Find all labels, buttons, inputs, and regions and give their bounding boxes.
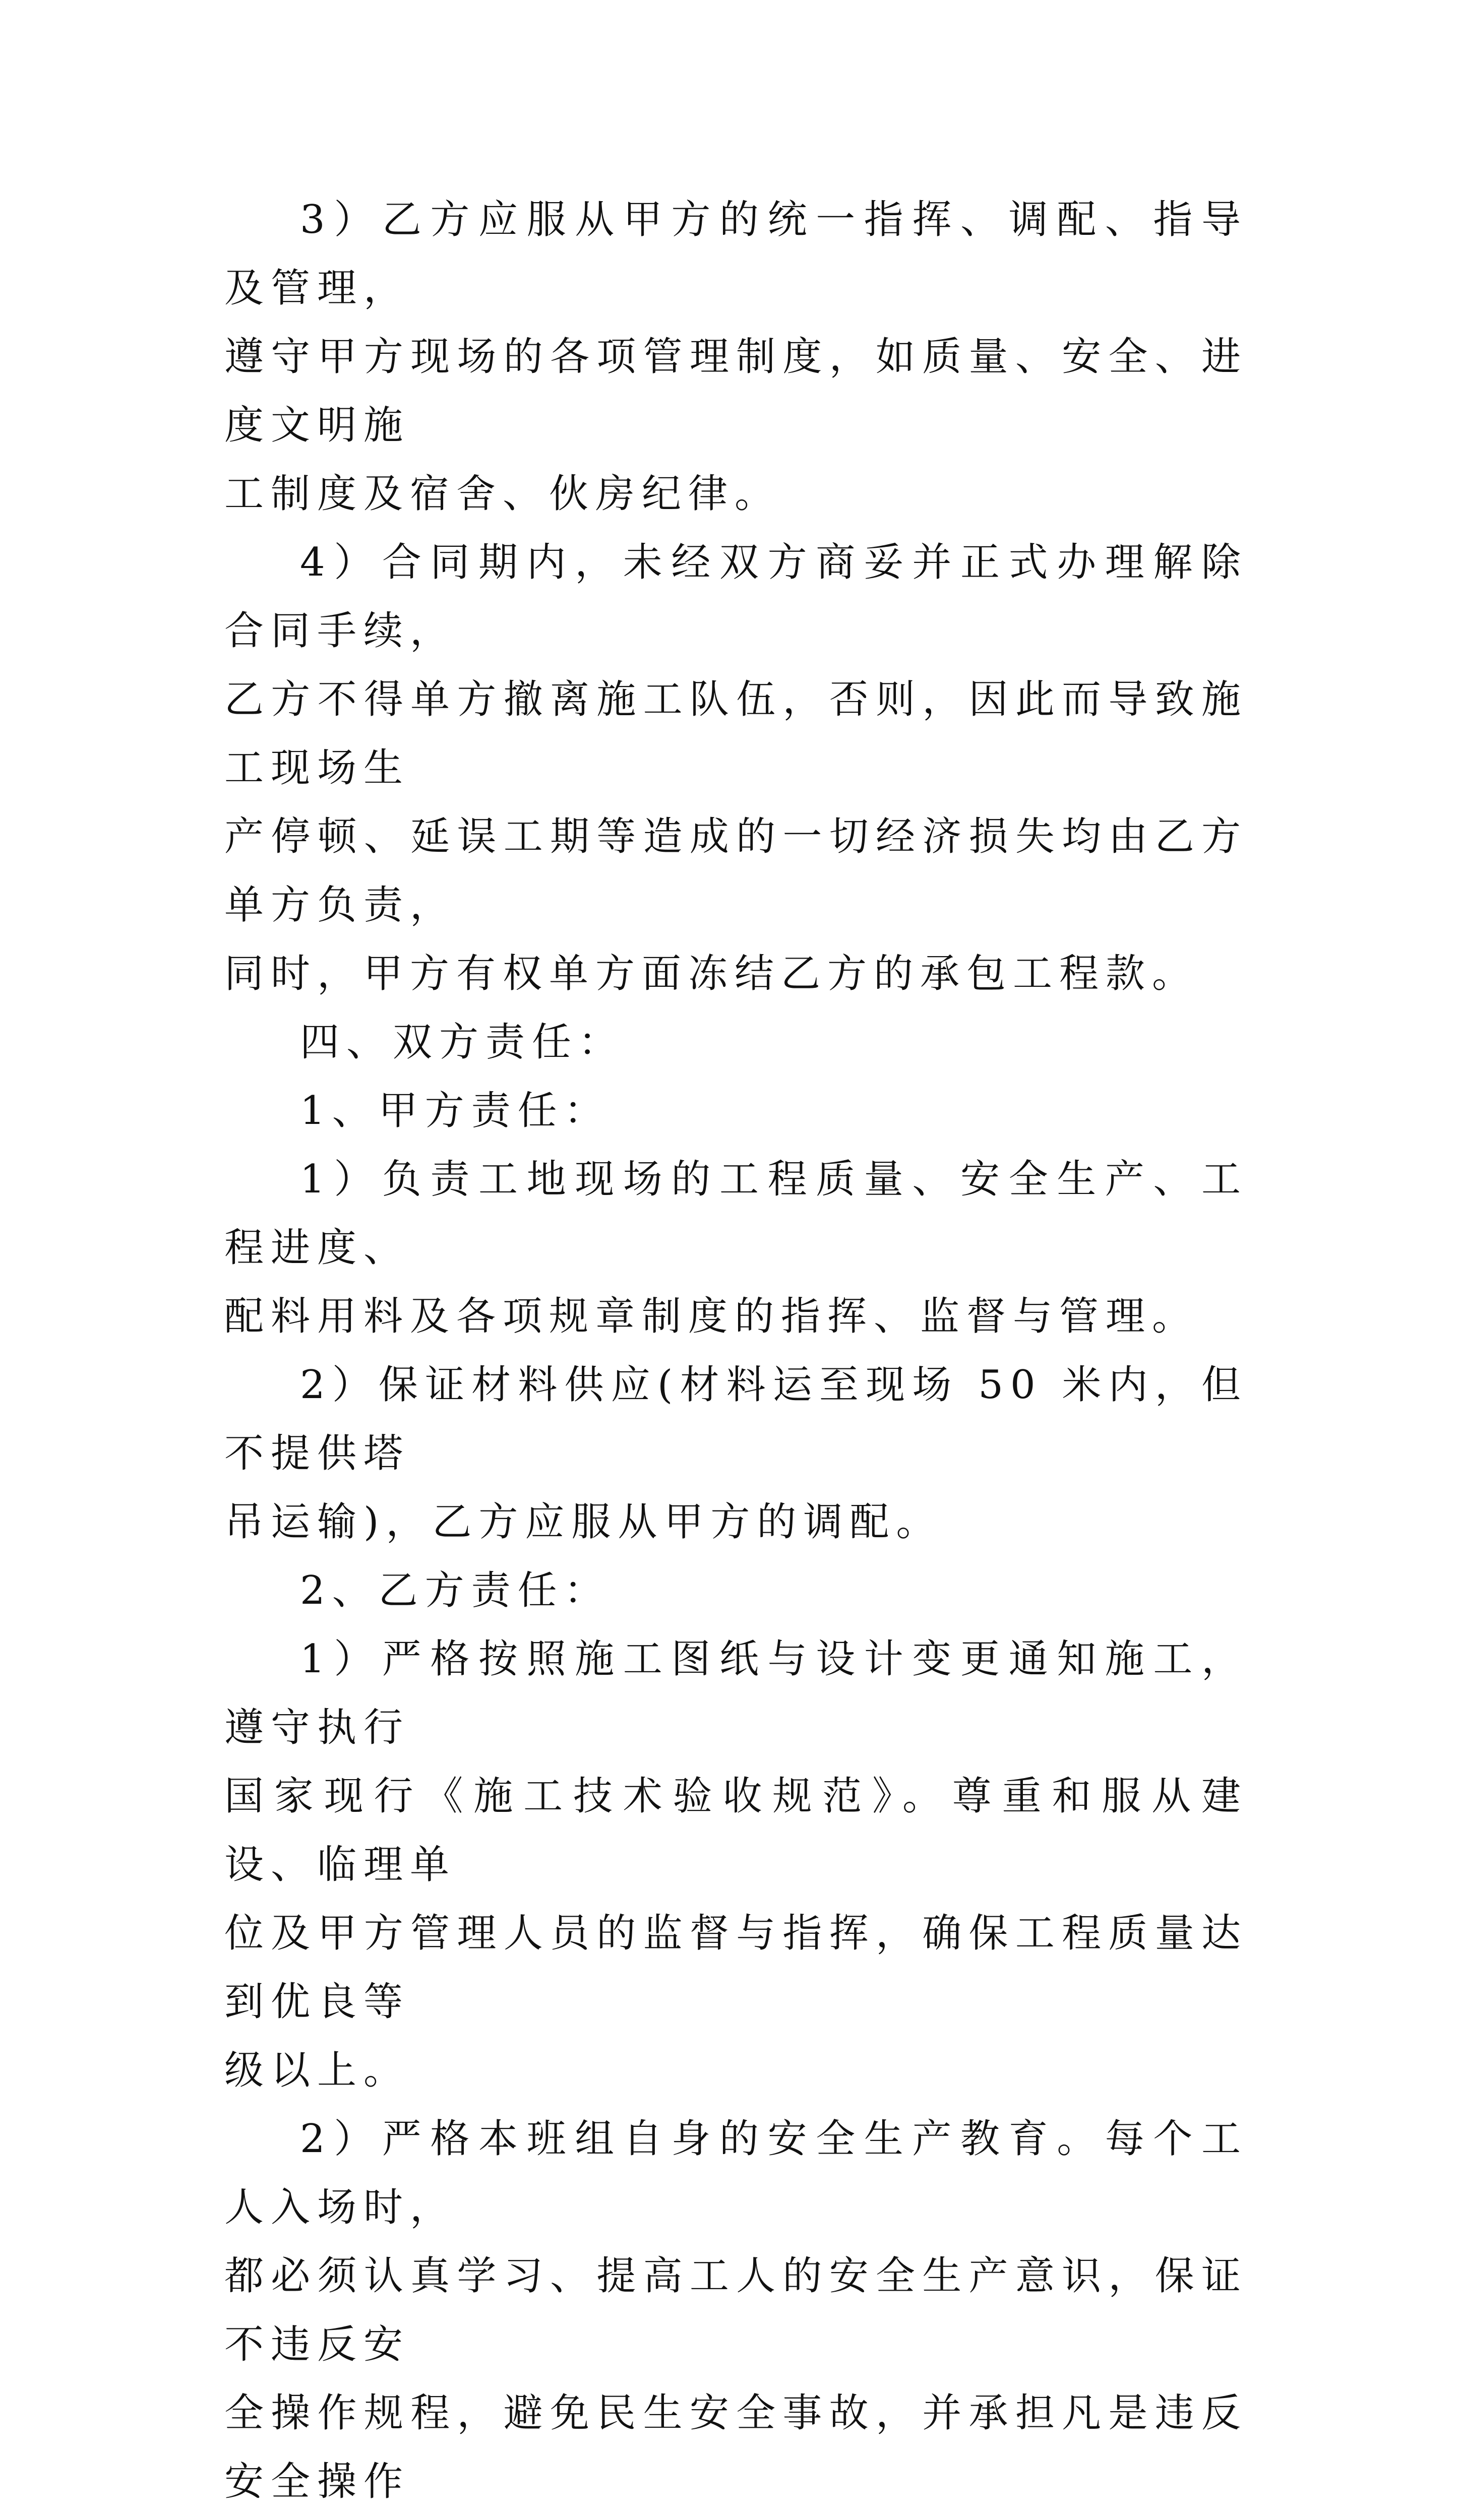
paragraph-clause-3-4	[224, 528, 1248, 1008]
text-line: 级以上。	[224, 2048, 410, 2093]
text-line: 工制度及宿舍、伙房纪律。	[224, 471, 781, 517]
text-line: 都必须认真学习、提高工人的安全生产意识，保证不违反安	[224, 2253, 1248, 2367]
text-line: 4）合同期内，未经双方商妥并正式办理解除合同手续，	[224, 540, 1248, 654]
text-line: 位及甲方管理人员的监督与指挥，确保工程质量达到优良等	[224, 1911, 1248, 2025]
paragraph-clause-4-1-2	[224, 1351, 1248, 1556]
paragraph-clause-4-2-1	[224, 1625, 1248, 2105]
text-line: 国家现行《施工技术验收规范》。尊重和服从建设、临理单	[224, 1774, 1248, 1887]
paragraph-clause-3-3	[224, 185, 1248, 528]
text-line: 乙方不得单方撤离施工队伍，否则，因此而导致施工现场生	[224, 677, 1248, 791]
text-line: 四、双方责任：	[300, 1020, 625, 1065]
text-line: 2）严格本班组自身的安全生产教育。每个工人入场时，	[224, 2116, 1248, 2230]
text-line: 3）乙方应服从甲方的统一指挥、调配、指导及管理，	[224, 197, 1248, 311]
text-line: 1）负责工地现场的工程质量、安全生产、工程进度、	[224, 1157, 1248, 1271]
text-line: 2、乙方责任：	[300, 1568, 611, 1613]
paragraph-section-4-heading	[224, 1008, 1248, 1077]
text-line: 吊运输)，乙方应服从甲方的调配。	[224, 1499, 943, 1545]
text-line: 1）严格按照施工图纸与设计变更通知施工，遵守执行	[224, 1636, 1248, 1750]
paragraph-clause-4-2-2	[224, 2105, 1248, 2520]
text-line: 配料用料及各项规章制度的指挥、监督与管理。	[224, 1294, 1199, 1339]
paragraph-section-4-1-heading	[224, 1077, 1248, 1145]
document-body	[224, 185, 1248, 2520]
text-line: 同时，甲方有权单方面冻结乙方的承包工程款。	[224, 951, 1199, 996]
paragraph-clause-4-1-1	[224, 1145, 1248, 1351]
text-line: 遵守甲方现场的各项管理制度，如质量、安全、进度文明施	[224, 334, 1248, 448]
text-line: 2）保证材料供应(材料运至现场 50 米内，但不提供塔	[224, 1362, 1248, 1476]
text-line: 全操作规程，避免民生安全事故，并承担凡是违反安全操作	[224, 2390, 1248, 2504]
text-line: 产停顿、延误工期等造成的一切经济损失均由乙方单方负责，	[224, 814, 1248, 928]
text-line	[224, 2516, 1248, 2520]
text-line: 1、甲方责任：	[300, 1088, 611, 1133]
paragraph-section-4-2-heading	[224, 1556, 1248, 1625]
